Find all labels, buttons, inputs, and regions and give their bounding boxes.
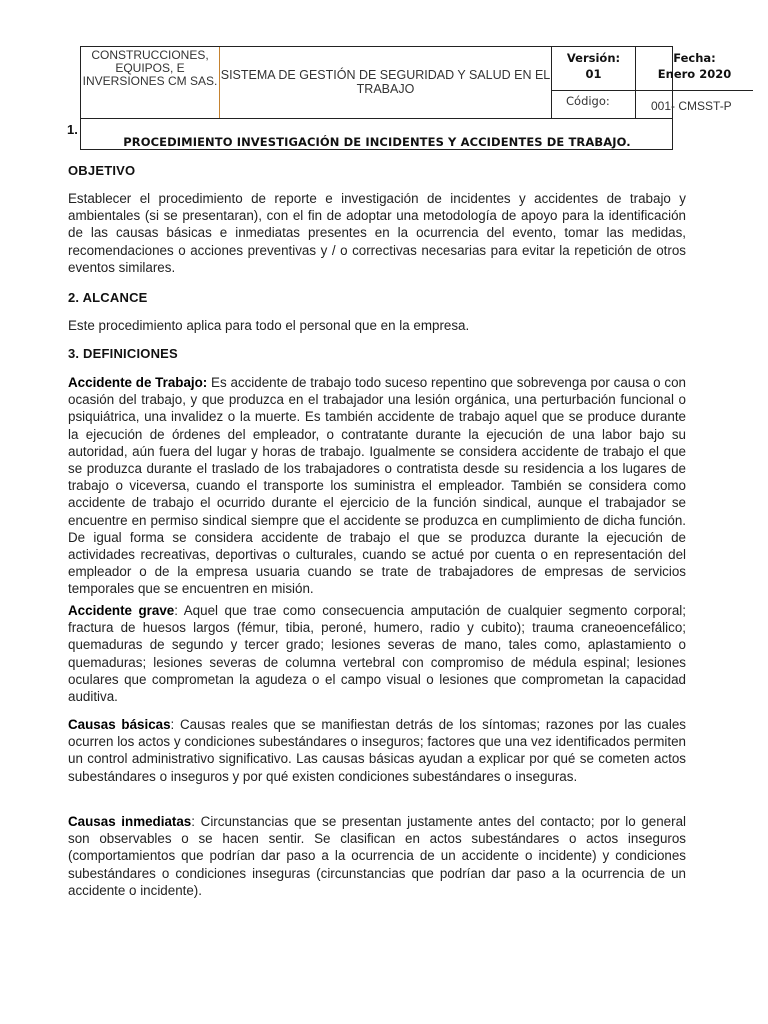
definition-term: Causas básicas	[68, 717, 171, 732]
document-title: PROCEDIMIENTO INVESTIGACIÓN DE INCIDENTES Y ACCIDENTES DE TRABAJO.	[81, 118, 673, 150]
definition-text: : Aquel que trae como consecuencia amputación de cualquier segmento corporal; fractura de huesos largos (fémur, tibia, peroné, humero, radio y cubito); trauma craneoencefálico; quemaduras de segundo y tercer grado; lesiones severas de mano, tales como, aplastamiento o quemaduras; lesiones severas de columna vertebral con compromiso de médula espinal; lesiones oculares que comprometan la agudeza o el campo visual o lesiones que comprometan la capacidad auditiva.	[68, 603, 686, 705]
date-label: Fecha:	[673, 51, 716, 65]
section-2-text: Este procedimiento aplica para todo el personal que en la empresa.	[68, 318, 470, 333]
definition-term: Accidente de Trabajo:	[68, 375, 208, 390]
definition-text: : Causas reales que se manifiestan detrás de los síntomas; razones por las cuales ocurren los actos y condiciones subestándares o inseguros; factores que una vez identificados permiten un control administrativo significativo. Las causas básicas ayudan a explicar por qué se cometen actos subestándares o inseguros y por qué existen condiciones subestándares o inseguras.	[68, 717, 686, 784]
definition-text: Es accidente de trabajo todo suceso repentino que sobrevenga por causa o con ocasión del trabajo, y que produzca en el trabajador una lesión orgánica, una perturbación funcional o psiquiátrica, una invalidez o la muerte. Es también accidente de trabajo aquel que se produce durante la ejecución de órdenes del empleador, o contratante durante la ejecución de una labor bajo su autoridad, aún fuera del lugar y horas de trabajo. Igualmente se considera accidente de trabajo el que se produzca durante el traslado de los trabajadores o contratista desde su residencia a los lugares de trabajo o viceversa, cuando el transporte los suministra el empleador. También se considera como accidente de trabajo el ocurrido durante el ejercicio de la función sindical, aunque el trabajador se encuentre en permiso sindical siempre que el accidente se produzca en cumplimiento de dicha función. De igual forma se considera accidente de trabajo el que se produzca durante la ejecución de actividades recreativas, deportivas o culturales, cuando se actué por cuenta o en representación del empleador o de la empresa usuaria cuando se trate de trabajadores de empresas de servicios temporales que se encuentren en misión.	[68, 375, 686, 597]
header-table	[80, 46, 732, 150]
definition-term: Causas inmediatas	[68, 814, 192, 829]
section-1-heading: OBJETIVO	[68, 163, 136, 178]
version-value: 01	[585, 67, 602, 81]
section-3-heading: 3. DEFINICIONES	[68, 346, 178, 361]
definition-causas-basicas	[68, 716, 686, 785]
version-label: Versión:	[566, 51, 621, 65]
definition-accidente-grave	[68, 602, 686, 705]
section-1-number: 1.	[67, 122, 78, 137]
date-value: Enero 2020	[657, 67, 732, 81]
date-cell	[636, 47, 753, 91]
company-name: CONSTRUCCIONES, EQUIPOS, E INVERSIONES CM SAS.	[81, 47, 220, 118]
system-name: SISTEMA DE GESTIÓN DE SEGURIDAD Y SALUD EN EL TRABAJO	[220, 47, 552, 118]
definition-causas-inmediatas	[68, 813, 686, 899]
definition-text: : Circunstancias que se presentan justamente antes del contacto; por lo general son observables o se hacen sentir. Se clasifican en actos subestándares o actos inseguros (comportamientos que podrían dar paso a la ocurrencia de un accidente o incidente) y condiciones subestándares o condiciones inseguras (circunstancias que podrían dar paso a la ocurrencia de un accidente o incidente).	[68, 814, 686, 898]
code-value: 001- CMSST-P	[651, 99, 732, 113]
definition-term: Accidente grave	[68, 603, 175, 618]
section-2-heading: 2. ALCANCE	[68, 290, 148, 305]
code-label: Código:	[552, 91, 636, 118]
section-1-text: Establecer el procedimiento de reporte e investigación de incidentes y accidentes de trabajo y ambientales (si se presentaran), con el fin de adoptar una metodología de apoyo para la identificación de las causas básicas e inmediatas presentes en la ocurrencia del evento, tomar las medidas, recomendaciones o acciones preventivas y / o correctivas necesarias para evitar la repetición de otros eventos similares.	[68, 191, 686, 275]
version-cell	[552, 47, 636, 91]
definition-accidente-trabajo	[68, 374, 686, 598]
